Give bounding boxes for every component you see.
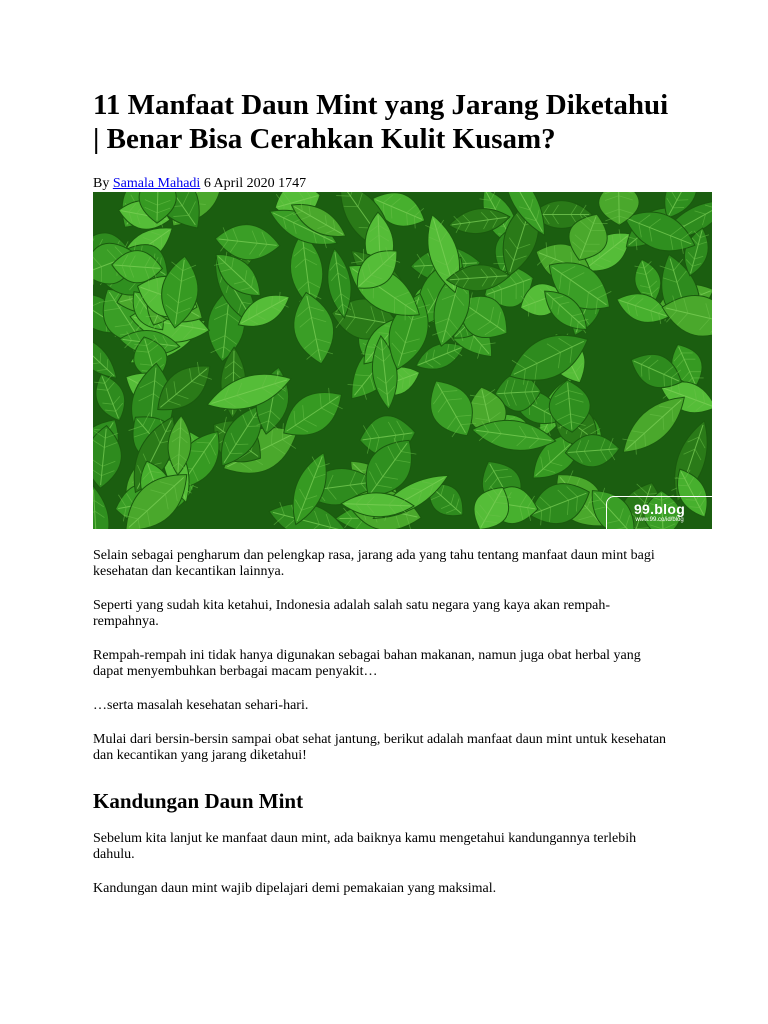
watermark-url: www.99.co/id/blog: [635, 517, 684, 523]
paragraph: Seperti yang sudah kita ketahui, Indonesia adalah salah satu negara yang kaya akan rempah-rempahnya.: [93, 598, 611, 629]
byline: [93, 176, 673, 192]
watermark-badge: [606, 496, 712, 529]
article: [93, 88, 686, 897]
paragraph: Kandungan daun mint wajib dipelajari demi pemakaian yang maksimal.: [93, 881, 497, 896]
watermark-logo: 99.blog: [633, 501, 686, 517]
mint-leaves-photo: [93, 192, 712, 529]
paragraph: Selain sebagai pengharum dan pelengkap rasa, jarang ada yang tahu tentang manfaat daun mint bagi kesehatan dan kecantikan lainnya.: [93, 548, 655, 579]
section-heading: Kandungan Daun Mint: [93, 789, 304, 813]
paragraph: Mulai dari bersin-bersin sampai obat sehat jantung, berikut adalah manfaat daun mint untuk kesehatan dan kecantikan yang jarang diketahui!: [93, 732, 667, 763]
paragraph: Rempah-rempah ini tidak hanya digunakan sebagai bahan makanan, namun juga obat herbal yang dapat menyembuhkan berbagai macam penyakit…: [93, 648, 641, 679]
paragraph: Sebelum kita lanjut ke manfaat daun mint, ada baiknya kamu mengetahui kandungannya terlebih dahulu.: [93, 831, 637, 862]
hero-image: [93, 192, 712, 529]
article-title: 11 Manfaat Daun Mint yang Jarang Diketahui | Benar Bisa Cerahkan Kulit Kusam?: [93, 89, 669, 155]
publish-date: 6 April 2020 1747: [200, 176, 307, 191]
paragraph: …serta masalah kesehatan sehari-hari.: [93, 698, 309, 713]
byline-prefix: By: [93, 176, 113, 191]
author-link[interactable]: Samala Mahadi: [112, 176, 201, 191]
